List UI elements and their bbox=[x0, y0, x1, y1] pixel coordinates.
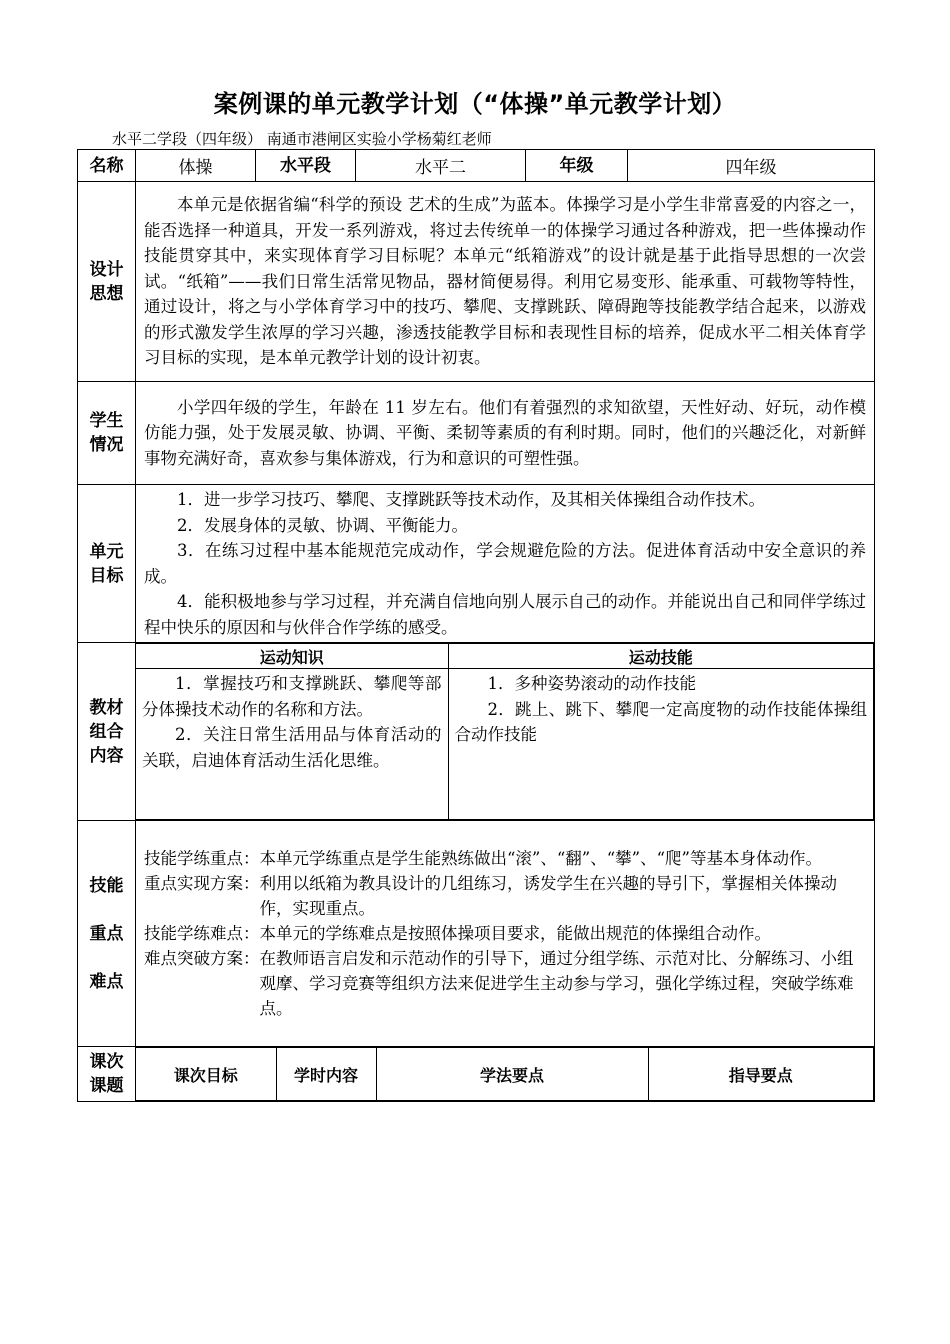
goals-label-line1: 单元 bbox=[89, 541, 124, 562]
content-label-line1: 教材 bbox=[89, 697, 124, 718]
knowledge-item: 1．掌握技巧和支撑跳跃、攀爬等部分体操技术动作的名称和方法。 bbox=[142, 674, 442, 719]
students-label-line1: 学生 bbox=[89, 411, 124, 431]
keypoint-text: 本单元的学练难点是按照体操项目要求，能做出规范的体操组合动作。 bbox=[259, 924, 771, 943]
keypoint-item bbox=[144, 846, 866, 871]
info-row bbox=[78, 150, 875, 182]
content-row bbox=[78, 643, 875, 821]
keypoints-row bbox=[78, 821, 875, 1047]
keypoint-text: 利用以纸箱为教具设计的几组练习，诱发学生在兴趣的导引下，掌握相关体操动作，实现重点。 bbox=[259, 874, 837, 918]
keypoint-item bbox=[144, 921, 866, 946]
content-label-line2: 组合 bbox=[89, 721, 124, 742]
design-text: 本单元是依据省编“科学的预设 艺术的生成”为蓝本。体操学习是小学生非常喜爱的内容之一，能否选择一种道具，开发一系列游戏，将过去传统单一的体操学习通过各种游戏，把一些体操动作技能贯穿其中，来实现体育学习目标呢？本单元“纸箱游戏”的设计就是基于此指导思想的一次尝试。“纸箱”——我们日常生活常见物品，器材简便易得。利用它易变形、能承重、可载物等特性，通过设计，将之与小学体育学习中的技巧、攀爬、支撑跳跃、障碍跑等技能教学结合起来，以游戏的形式激发学生浓厚的学习兴趣，渗透技能教学目标和表现性目标的培养，促成水平二相关体育学习目标的实现，是本单元教学计划的设计初衷。 bbox=[144, 195, 866, 368]
lesson-label-line1: 课次 bbox=[89, 1052, 124, 1072]
skills-item: 2．跳上、跳下、攀爬一定高度物的动作技能体操组合动作技能 bbox=[454, 699, 867, 744]
lesson-label bbox=[78, 1047, 136, 1102]
design-label bbox=[78, 182, 136, 382]
goals-label bbox=[78, 485, 136, 643]
students-text: 小学四年级的学生，年龄在 11 岁左右。他们有着强烈的求知欲望，天性好动、好玩，动作模仿能力强，处于发展灵敏、协调、平衡、柔韧等素质的有利时期。同时，他们的兴趣泛化，对新鲜事物充满好奇，喜欢参与集体游戏，行为和意识的可塑性强。 bbox=[144, 397, 866, 468]
content-inner-table bbox=[136, 643, 874, 820]
keypoint-item bbox=[144, 946, 866, 1021]
grade-value: 四年级 bbox=[628, 150, 875, 182]
keypoints-label-line3: 难点 bbox=[89, 971, 124, 992]
lesson-columns-table bbox=[136, 1047, 874, 1101]
name-value: 体操 bbox=[136, 150, 256, 182]
content-cell bbox=[136, 643, 875, 821]
goals-label-line2: 目标 bbox=[89, 565, 124, 586]
knowledge-list bbox=[136, 669, 448, 820]
level-label: 水平段 bbox=[256, 150, 356, 182]
col-study-method: 学法要点 bbox=[376, 1048, 648, 1101]
keypoint-text: 在教师语言启发和示范动作的引导下，通过分组学练、示范对比、分解练习、小组观摩、学习竞赛等组织方法来促进学生主动参与学习，强化学练过程，突破学练难点。 bbox=[259, 949, 854, 1018]
keypoint-key: 难点突破方案： bbox=[144, 949, 260, 968]
level-value: 水平二 bbox=[356, 150, 526, 182]
goal-item: 2．发展身体的灵敏、协调、平衡能力。 bbox=[177, 515, 468, 535]
knowledge-item: 2．关注日常生活用品与体育活动的关联，启迪体育活动生活化思维。 bbox=[142, 725, 442, 770]
keypoint-key: 重点实现方案： bbox=[144, 874, 260, 893]
students-label-line2: 情况 bbox=[89, 435, 124, 455]
design-label-line2: 思想 bbox=[89, 283, 124, 304]
content-label-line3: 内容 bbox=[89, 745, 124, 766]
design-label-line1: 设计 bbox=[89, 259, 124, 280]
lesson-label-line2: 课题 bbox=[89, 1076, 124, 1096]
keypoint-key: 技能学练重点： bbox=[144, 849, 260, 868]
students-text-cell bbox=[136, 382, 875, 485]
col-lesson-content: 学时内容 bbox=[276, 1048, 376, 1101]
keypoint-text: 本单元学练重点是学生能熟练做出“滚”、“翻”、“攀”、“爬”等基本身体动作。 bbox=[259, 849, 822, 868]
skills-list bbox=[448, 669, 874, 820]
skills-item: 1．多种姿势滚动的动作技能 bbox=[487, 674, 696, 693]
design-text-cell bbox=[136, 182, 875, 382]
name-label: 名称 bbox=[78, 150, 136, 182]
keypoints-list bbox=[136, 821, 875, 1047]
keypoint-key: 技能学练难点： bbox=[144, 924, 260, 943]
page-title: 案例课的单元教学计划（“体操”单元教学计划） bbox=[213, 90, 737, 118]
students-label bbox=[78, 382, 136, 485]
goals-list bbox=[136, 485, 875, 643]
keypoint-item bbox=[144, 871, 866, 921]
goals-row bbox=[78, 485, 875, 643]
page-subtitle: 水平二学段（四年级） 南通市港闸区实验小学杨菊红老师 bbox=[112, 130, 492, 148]
unit-plan-table bbox=[77, 149, 875, 1102]
design-row bbox=[78, 182, 875, 382]
lesson-header-row bbox=[78, 1047, 875, 1102]
skills-header: 运动技能 bbox=[448, 644, 874, 669]
keypoints-label-line1: 技能 bbox=[89, 875, 124, 896]
col-guidance: 指导要点 bbox=[648, 1048, 874, 1101]
goal-item: 3．在练习过程中基本能规范完成动作，学会规避危险的方法。促进体育活动中安全意识的养成。 bbox=[144, 541, 866, 586]
students-row bbox=[78, 382, 875, 485]
knowledge-header: 运动知识 bbox=[136, 644, 448, 669]
keypoints-label-line2: 重点 bbox=[89, 923, 124, 944]
lesson-columns-cell bbox=[136, 1047, 875, 1102]
grade-label: 年级 bbox=[526, 150, 628, 182]
goal-item: 1．进一步学习技巧、攀爬、支撑跳跃等技术动作，及其相关体操组合动作技术。 bbox=[177, 490, 765, 509]
keypoints-label bbox=[78, 821, 136, 1047]
col-lesson-goal: 课次目标 bbox=[136, 1048, 276, 1101]
goal-item: 4．能积极地参与学习过程，并充满自信地向别人展示自己的动作。并能说出自己和同伴学练过程中快乐的原因和与伙伴合作学练的感受。 bbox=[144, 592, 866, 637]
content-label bbox=[78, 643, 136, 821]
